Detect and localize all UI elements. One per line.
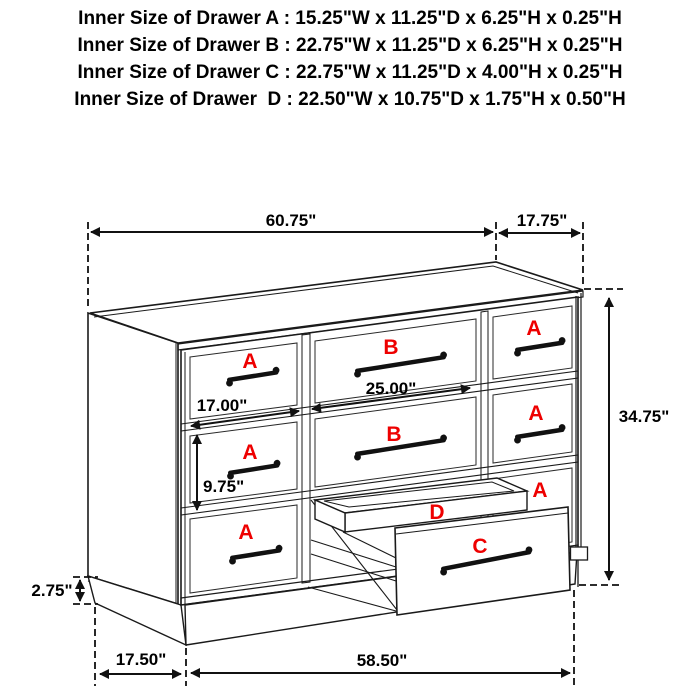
dim-label-base-height: 2.75" bbox=[31, 581, 73, 600]
cabinet-left-side-panel bbox=[88, 313, 178, 604]
inner-size-line-b: Inner Size of Drawer B : 22.75"W x 11.25"D x 6.25"H x 0.25"H bbox=[77, 35, 623, 56]
drawer-label-a2-left: A bbox=[242, 441, 258, 464]
right-base-trim bbox=[571, 547, 588, 560]
drawer-label-b1: B bbox=[383, 336, 399, 359]
dim-label-drawer-b-width: 25.00" bbox=[365, 379, 417, 398]
dim-label-top-depth: 17.75" bbox=[516, 211, 568, 230]
drawer-label-a1-right: A bbox=[526, 317, 542, 340]
dim-label-drawer-a-width: 17.00" bbox=[196, 396, 248, 415]
drawer-label-c: C bbox=[472, 535, 488, 558]
drawer-label-a2-right: A bbox=[528, 402, 544, 425]
drawer-label-a1-left: A bbox=[242, 350, 258, 373]
drawer-label-d: D bbox=[429, 501, 445, 524]
drawer-label-b2: B bbox=[386, 423, 402, 446]
inner-size-line-c: Inner Size of Drawer C : 22.75"W x 11.25"D x 4.00"H x 0.25"H bbox=[77, 62, 623, 83]
drawer-label-a3-right: A bbox=[532, 479, 548, 502]
inner-size-line-d: Inner Size of Drawer D : 22.50"W x 10.75"D x 1.75"H x 0.50"H bbox=[74, 89, 626, 110]
dimension-overall-height bbox=[579, 289, 669, 585]
drawer-label-a3-left: A bbox=[238, 521, 254, 544]
dim-label-drawer-a-height: 9.75" bbox=[203, 477, 245, 496]
dim-label-base-width: 58.50" bbox=[356, 651, 408, 670]
inner-size-line-a: Inner Size of Drawer A : 15.25"W x 11.25"D x 6.25"H x 0.25"H bbox=[78, 8, 622, 29]
dim-label-overall-height: 34.75" bbox=[618, 407, 670, 426]
dim-label-top-width: 60.75" bbox=[265, 211, 317, 230]
dim-label-base-depth: 17.50" bbox=[115, 650, 167, 669]
